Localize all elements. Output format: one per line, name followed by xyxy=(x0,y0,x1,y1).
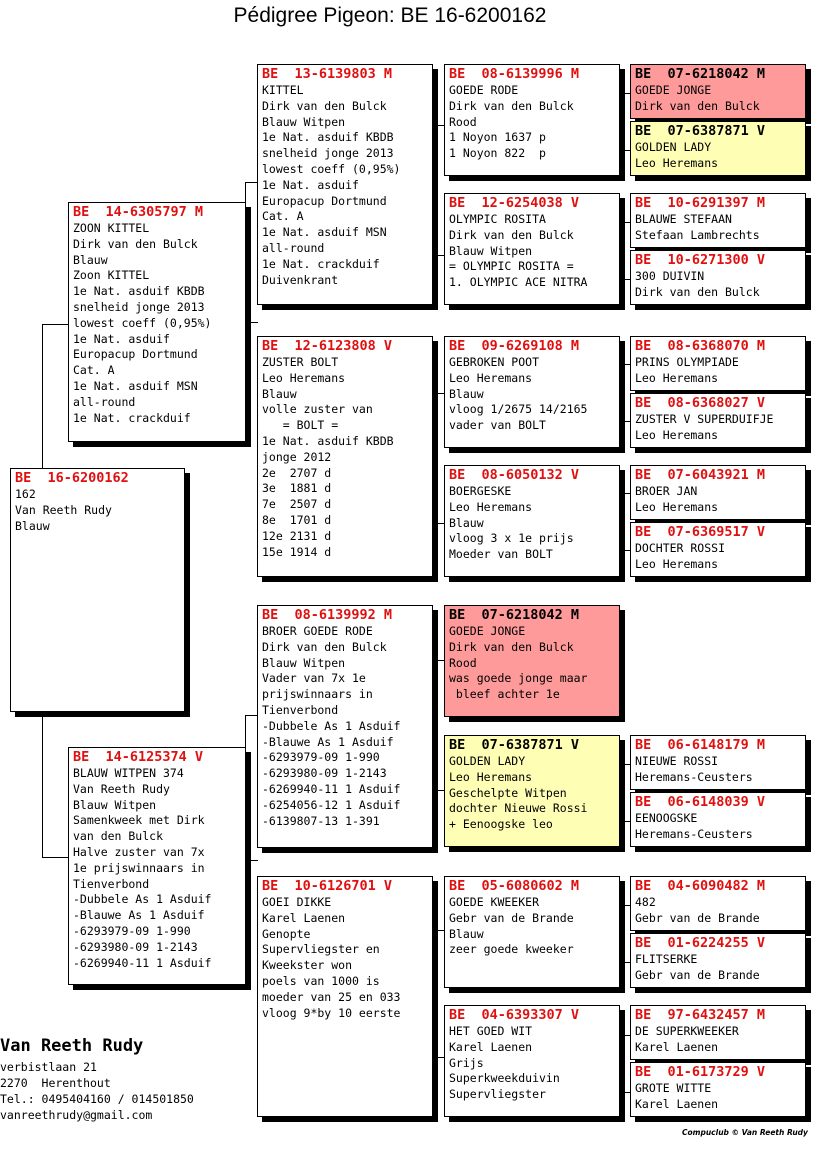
pigeon-card-gen4-12[interactable] xyxy=(630,792,806,847)
pigeon-info-line: volle zuster van xyxy=(262,402,373,417)
pigeon-info-line: vloog 1/2675 14/2165 xyxy=(449,402,588,417)
pigeon-info-line: Supervliegster xyxy=(449,1087,546,1102)
ring-number: BE 07-6218042 M xyxy=(635,66,766,82)
pigeon-info-line: dochter Nieuwe Rossi xyxy=(449,801,588,816)
ring-number: BE 12-6123808 V xyxy=(262,338,393,354)
pigeon-info-line: Leo Heremans xyxy=(635,370,719,385)
pigeon-card-gen4-5[interactable] xyxy=(630,336,806,391)
pigeon-info-line: Blauw Witpen xyxy=(262,114,346,129)
pigeon-info-line: Rood xyxy=(449,114,477,129)
connector-line xyxy=(620,493,621,550)
pigeon-info-line: GOEDE JONGE xyxy=(635,83,712,97)
connector-line xyxy=(620,364,621,421)
pigeon-info-line: Superkweekduivin xyxy=(449,1071,560,1086)
owner-street: verbistlaan 21 xyxy=(0,1060,97,1074)
pigeon-details xyxy=(635,355,805,387)
pigeon-details xyxy=(635,212,805,244)
connector-line xyxy=(432,1057,444,1058)
pigeon-details xyxy=(73,221,245,426)
pigeon-info-line: 1e Nat. asduif KBDB xyxy=(262,130,394,145)
pigeon-info-line: NIEUWE ROSSI xyxy=(635,754,719,768)
pigeon-card-gen3-2[interactable] xyxy=(444,193,620,305)
owner-phone: Tel.: 0495404160 / 014501850 xyxy=(0,1092,194,1106)
pigeon-info-line: Genopte xyxy=(262,926,311,941)
pigeon-info-line: -6254056-12 1 Asduif xyxy=(262,797,401,812)
pigeon-info-line: 162 xyxy=(15,487,36,501)
pigeon-card-gen3-7[interactable] xyxy=(444,876,620,988)
ring-number: BE 06-6148039 V xyxy=(635,794,766,810)
pigeon-card-sire[interactable] xyxy=(68,202,246,442)
connector-line xyxy=(620,93,621,150)
connector-line xyxy=(620,1035,630,1036)
pigeon-details xyxy=(635,541,805,573)
pigeon-info-line: Van Reeth Rudy xyxy=(15,502,112,517)
pigeon-info-line: Gebr van de Brande xyxy=(635,967,760,982)
pigeon-info-line: Leo Heremans xyxy=(635,499,719,514)
pigeon-info-line: Dirk van den Bulck xyxy=(635,98,760,113)
ring-number: BE 12-6254038 V xyxy=(449,195,580,211)
pigeon-info-line: 12e 2131 d xyxy=(262,528,332,543)
pigeon-info-line: GOLDEN LADY xyxy=(635,140,712,154)
pigeon-info-line: DOCHTER ROSSI xyxy=(635,541,726,555)
pigeon-card-gen4-8[interactable] xyxy=(630,522,806,577)
connector-line xyxy=(42,324,43,469)
ring-number: BE 10-6291397 M xyxy=(635,195,766,211)
pigeon-info-line: 1. OLYMPIC ACE NITRA xyxy=(449,275,588,290)
pigeon-details xyxy=(635,412,805,444)
pigeon-card-gen3-8[interactable] xyxy=(444,1005,620,1117)
pigeon-info-line: = OLYMPIC ROSITA = xyxy=(449,259,574,274)
pigeon-info-line: -6293979-09 1-990 xyxy=(73,923,191,938)
connector-line xyxy=(432,930,444,931)
ring-number: BE 97-6432457 M xyxy=(635,1007,766,1023)
pigeon-card-granddam-maternal[interactable] xyxy=(257,876,433,1117)
pigeon-card-granddam-paternal[interactable] xyxy=(257,336,433,577)
pigeon-card-gen4-14[interactable] xyxy=(630,933,806,988)
connector-line xyxy=(620,764,630,765)
pigeon-info-line: vloog 9*by 10 eerste xyxy=(262,1005,401,1020)
pigeon-info-line: Heremans-Ceusters xyxy=(635,826,753,841)
connector-line xyxy=(432,660,444,661)
pigeon-details xyxy=(449,754,619,833)
connector-line xyxy=(620,1092,630,1093)
pigeon-info-line: 1 Noyon 1637 p xyxy=(449,130,546,145)
pigeon-details xyxy=(262,355,432,560)
pigeon-info-line: BOERGESKE xyxy=(449,484,512,498)
pigeon-info-line: Rood xyxy=(449,655,477,670)
pigeon-info-line: 1 Noyon 822 p xyxy=(449,146,546,161)
connector-line xyxy=(620,962,630,963)
pigeon-info-line: GOEDE RODE xyxy=(449,83,519,97)
ring-number: BE 08-6368070 M xyxy=(635,338,766,354)
ring-number: BE 05-6080602 M xyxy=(449,878,580,894)
pigeon-info-line: Blauw xyxy=(449,515,484,530)
pigeon-info-line: GOLDEN LADY xyxy=(449,754,526,768)
pigeon-info-line: snelheid jonge 2013 xyxy=(73,299,205,314)
owner-email[interactable]: vanreethrudy@gmail.com xyxy=(0,1108,153,1122)
pigeon-info-line: -Blauwe As 1 Asduif xyxy=(73,908,205,923)
pigeon-info-line: 3e 1881 d xyxy=(262,481,332,496)
pigeon-info-line: jonge 2012 xyxy=(262,449,332,464)
pigeon-info-line: Tienverbond xyxy=(262,702,339,717)
pigeon-card-gen4-15[interactable] xyxy=(630,1005,806,1060)
pigeon-card-gen4-3[interactable] xyxy=(630,193,806,248)
connector-line xyxy=(620,222,630,223)
pigeon-card-dam[interactable] xyxy=(68,747,246,985)
pigeon-info-line: Tienverbond xyxy=(73,876,150,891)
pigeon-info-line: Karel Laenen xyxy=(449,1039,533,1054)
pigeon-info-line: DE SUPERKWEEKER xyxy=(635,1024,739,1038)
pigeon-info-line: + Eenoogske leo xyxy=(449,817,553,832)
pigeon-info-line: 8e 1701 d xyxy=(262,512,332,527)
pigeon-details xyxy=(15,487,184,534)
pigeon-details xyxy=(635,1081,805,1113)
pigeon-info-line: Cat. A xyxy=(262,209,304,224)
connector-line xyxy=(620,150,630,151)
pigeon-info-line: -6293980-09 1-2143 xyxy=(73,939,198,954)
pigeon-info-line: PRINS OLYMPIADE xyxy=(635,355,739,369)
ring-number: BE 07-6218042 M xyxy=(449,607,580,623)
pigeon-info-line: Dirk van den Bulck xyxy=(449,98,574,113)
pigeon-info-line: KITTEL xyxy=(262,83,304,97)
pigeon-card-gen3-5[interactable] xyxy=(444,605,620,717)
connector-line xyxy=(432,523,444,524)
pigeon-info-line: BLAUWE STEFAAN xyxy=(635,212,732,226)
connector-line xyxy=(620,905,621,962)
pigeon-info-line: BROER JAN xyxy=(635,484,698,498)
pigeon-info-line: GROTE WITTE xyxy=(635,1081,712,1095)
pigeon-info-line: Supervliegster en xyxy=(262,942,380,957)
pigeon-info-line: HET GOED WIT xyxy=(449,1024,533,1038)
pigeon-details xyxy=(449,83,619,162)
pigeon-info-line: ZUSTER V SUPERDUIFJE xyxy=(635,412,774,426)
connector-line xyxy=(432,790,444,791)
pigeon-info-line: -Blauwe As 1 Asduif xyxy=(262,734,394,749)
pigeon-details xyxy=(73,766,245,971)
pigeon-details xyxy=(449,624,619,703)
pigeon-info-line: 1e Nat. asduif MSN xyxy=(73,378,198,393)
connector-line xyxy=(42,324,68,325)
ring-number: BE 14-6125374 V xyxy=(73,749,204,765)
footer-credit: Compuclub © Van Reeth Rudy xyxy=(682,1128,808,1137)
pigeon-info-line: BLAUW WITPEN 374 xyxy=(73,766,184,780)
pigeon-info-line: Europacup Dortmund xyxy=(73,347,198,362)
pigeon-info-line: zeer goede kweeker xyxy=(449,942,574,957)
pigeon-info-line: lowest coeff (0,95%) xyxy=(262,161,401,176)
pigeon-info-line: FLITSERKE xyxy=(635,952,698,966)
pigeon-info-line: 1e Nat. crackduif xyxy=(73,410,191,425)
pigeon-info-line: 1e Nat. crackduif xyxy=(262,256,380,271)
pigeon-info-line: lowest coeff (0,95%) xyxy=(73,315,212,330)
pigeon-details xyxy=(262,624,432,829)
pigeon-info-line: GOEI DIKKE xyxy=(262,895,332,909)
ring-number: BE 07-6043921 M xyxy=(635,467,766,483)
pigeon-card-grandsire-paternal[interactable] xyxy=(257,64,433,305)
ring-number: BE 10-6271300 V xyxy=(635,252,766,268)
pigeon-info-line: snelheid jonge 2013 xyxy=(262,146,394,161)
pigeon-info-line: EENOOGSKE xyxy=(635,811,698,825)
pigeon-info-line: Karel Laenen xyxy=(262,910,346,925)
pigeon-card-grandsire-maternal[interactable] xyxy=(257,605,433,848)
connector-line xyxy=(620,493,630,494)
pigeon-info-line: Leo Heremans xyxy=(635,155,719,170)
pigeon-info-line: 1e Nat. asduif xyxy=(262,177,359,192)
pigeon-info-line: Geschelpte Witpen xyxy=(449,785,567,800)
pigeon-details xyxy=(449,212,619,291)
pigeon-info-line: Kweekster won xyxy=(262,958,353,973)
pigeon-card-gen4-16[interactable] xyxy=(630,1062,806,1117)
pigeon-info-line: Leo Heremans xyxy=(449,769,533,784)
pigeon-info-line: -Dubbele As 1 Asduif xyxy=(262,718,401,733)
pigeon-info-line: Blauw xyxy=(449,386,484,401)
connector-line xyxy=(620,93,630,94)
pigeon-info-line: 15e 1914 d xyxy=(262,544,332,559)
ring-number: BE 04-6393307 V xyxy=(449,1007,580,1023)
owner-city: 2270 Herenthout xyxy=(0,1076,111,1090)
connector-line xyxy=(620,421,630,422)
connector-line xyxy=(42,857,68,858)
pigeon-info-line: 1e prijswinnaars in xyxy=(73,860,205,875)
ring-number: BE 08-6139996 M xyxy=(449,66,580,82)
ring-number: BE 08-6139992 M xyxy=(262,607,393,623)
pigeon-info-line: ZUSTER BOLT xyxy=(262,355,339,369)
ring-number: BE 14-6305797 M xyxy=(73,204,204,220)
pigeon-info-line: Samenkweek met Dirk xyxy=(73,813,205,828)
pigeon-card-gen4-1[interactable] xyxy=(630,64,806,119)
pigeon-info-line: Europacup Dortmund xyxy=(262,193,387,208)
ring-number: BE 06-6148179 M xyxy=(635,737,766,753)
pigeon-info-line: moeder van 25 en 033 xyxy=(262,989,401,1004)
owner-name: Van Reeth Rudy xyxy=(0,1036,144,1056)
pigeon-details xyxy=(635,484,805,516)
pigeon-info-line: = BOLT = xyxy=(262,418,339,433)
pigeon-info-line: Zoon KITTEL xyxy=(73,268,150,283)
pigeon-info-line: Gebr van de Brande xyxy=(635,910,760,925)
pigeon-card-gen4-11[interactable] xyxy=(630,735,806,790)
pigeon-info-line: Blauw xyxy=(73,252,108,267)
pigeon-info-line: OLYMPIC ROSITA xyxy=(449,212,546,226)
pigeon-info-line: was goede jonge maar xyxy=(449,671,588,686)
ring-number: BE 04-6090482 M xyxy=(635,878,766,894)
pigeon-info-line: 300 DUIVIN xyxy=(635,269,705,283)
pigeon-details xyxy=(449,484,619,563)
pigeon-info-line: ZOON KITTEL xyxy=(73,221,150,235)
pigeon-info-line: Karel Laenen xyxy=(635,1096,719,1111)
pigeon-info-line: -6269940-11 1 Asduif xyxy=(262,781,401,796)
pigeon-info-line: Blauw xyxy=(449,926,484,941)
pigeon-info-line: vloog 3 x 1e prijs xyxy=(449,531,574,546)
pigeon-info-line: Blauw xyxy=(262,386,297,401)
ring-number: BE 08-6368027 V xyxy=(635,395,766,411)
connector-line xyxy=(620,279,630,280)
pigeon-info-line: Blauw Witpen xyxy=(449,243,533,258)
pigeon-info-line: prijswinnaars in xyxy=(262,687,373,702)
pigeon-info-line: bleef achter 1e xyxy=(449,687,560,702)
connector-line xyxy=(432,125,444,126)
ring-number: BE 07-6387871 V xyxy=(635,123,766,139)
pigeon-info-line: Blauw Witpen xyxy=(73,797,157,812)
page-title: Pédigree Pigeon: BE 16-6200162 xyxy=(233,4,547,27)
pigeon-info-line: Dirk van den Bulck xyxy=(635,284,760,299)
pigeon-info-line: -6293980-09 1-2143 xyxy=(262,766,387,781)
pigeon-card-gen3-3[interactable] xyxy=(444,336,620,448)
ring-number: BE 08-6050132 V xyxy=(449,467,580,483)
pigeon-info-line: 1e Nat. asduif MSN xyxy=(262,225,387,240)
ring-number: BE 16-6200162 xyxy=(15,470,129,486)
pigeon-info-line: poels van 1000 is xyxy=(262,973,380,988)
pigeon-card-gen4-2[interactable] xyxy=(630,121,806,176)
pigeon-card-subject[interactable] xyxy=(10,468,185,712)
connector-line xyxy=(620,222,621,279)
pigeon-card-gen4-7[interactable] xyxy=(630,465,806,520)
ring-number: BE 01-6224255 V xyxy=(635,935,766,951)
ring-number: BE 10-6126701 V xyxy=(262,878,393,894)
connector-line xyxy=(432,255,444,256)
ring-number: BE 13-6139803 M xyxy=(262,66,393,82)
pigeon-details xyxy=(449,355,619,434)
connector-line xyxy=(620,550,630,551)
pigeon-info-line: Halve zuster van 7x xyxy=(73,844,205,859)
pigeon-details xyxy=(635,269,805,301)
pigeon-info-line: Grijs xyxy=(449,1055,484,1070)
pigeon-info-line: Leo Heremans xyxy=(449,499,533,514)
pigeon-card-gen3-6[interactable] xyxy=(444,735,620,847)
connector-line xyxy=(620,764,621,821)
pigeon-info-line: 1e Nat. asduif KBDB xyxy=(262,433,394,448)
pigeon-info-line: Dirk van den Bulck xyxy=(262,639,387,654)
pigeon-details xyxy=(635,1024,805,1056)
pigeon-details xyxy=(262,83,432,288)
pigeon-card-gen3-1[interactable] xyxy=(444,64,620,176)
pigeon-info-line: Dirk van den Bulck xyxy=(262,98,387,113)
pigeon-info-line: Duivenkrant xyxy=(262,272,339,287)
pigeon-card-gen4-4[interactable] xyxy=(630,250,806,305)
pigeon-details xyxy=(449,895,619,958)
pigeon-info-line: Gebr van de Brande xyxy=(449,910,574,925)
pigeon-info-line: Leo Heremans xyxy=(635,556,719,571)
pigeon-info-line: Stefaan Lambrechts xyxy=(635,227,760,242)
pigeon-info-line: Moeder van BOLT xyxy=(449,547,553,562)
pigeon-info-line: Heremans-Ceusters xyxy=(635,769,753,784)
pigeon-details xyxy=(635,83,805,115)
pigeon-details xyxy=(635,754,805,786)
pigeon-card-gen4-6[interactable] xyxy=(630,393,806,448)
pigeon-info-line: GOEDE KWEEKER xyxy=(449,895,540,909)
pigeon-info-line: Cat. A xyxy=(73,363,115,378)
pigeon-info-line: Blauw Witpen xyxy=(262,655,346,670)
pigeon-info-line: Vader van 7x 1e xyxy=(262,671,366,686)
pigeon-info-line: van den Bulck xyxy=(73,829,164,844)
pigeon-details xyxy=(262,895,432,1021)
connector-line xyxy=(245,322,258,323)
pigeon-info-line: Dirk van den Bulck xyxy=(449,639,574,654)
pigeon-info-line: BROER GOEDE RODE xyxy=(262,624,373,638)
pigeon-info-line: Van Reeth Rudy xyxy=(73,781,170,796)
pigeon-info-line: -6293979-09 1-990 xyxy=(262,750,380,765)
pigeon-info-line: 482 xyxy=(635,895,656,909)
pigeon-info-line: 7e 2507 d xyxy=(262,497,332,512)
connector-line xyxy=(42,710,43,857)
ring-number: BE 01-6173729 V xyxy=(635,1064,766,1080)
pigeon-info-line: vader van BOLT xyxy=(449,418,546,433)
pigeon-card-gen3-4[interactable] xyxy=(444,465,620,577)
pigeon-details xyxy=(635,811,805,843)
connector-line xyxy=(620,1035,621,1092)
connector-line xyxy=(620,905,630,906)
pigeon-info-line: -Dubbele As 1 Asduif xyxy=(73,892,212,907)
pigeon-details xyxy=(449,1024,619,1103)
connector-line xyxy=(620,364,630,365)
pigeon-info-line: 1e Nat. asduif xyxy=(73,331,170,346)
pigeon-info-line: 1e Nat. asduif KBDB xyxy=(73,284,205,299)
connector-line xyxy=(620,821,630,822)
ring-number: BE 07-6369517 V xyxy=(635,524,766,540)
pigeon-details xyxy=(635,952,805,984)
pigeon-info-line: -6139807-13 1-391 xyxy=(262,813,380,828)
pigeon-info-line: GOEDE JONGE xyxy=(449,624,526,638)
pigeon-info-line: Leo Heremans xyxy=(635,427,719,442)
pigeon-info-line: -6269940-11 1 Asduif xyxy=(73,955,212,970)
pigeon-info-line: Blauw xyxy=(15,518,50,533)
pigeon-card-gen4-13[interactable] xyxy=(630,876,806,931)
pigeon-info-line: Leo Heremans xyxy=(262,370,346,385)
ring-number: BE 09-6269108 M xyxy=(449,338,580,354)
pigeon-info-line: Dirk van den Bulck xyxy=(449,227,574,242)
pigeon-details xyxy=(635,895,805,927)
connector-line xyxy=(432,393,444,394)
pigeon-details xyxy=(635,140,805,172)
pigeon-info-line: Dirk van den Bulck xyxy=(73,236,198,251)
pigeon-info-line: all-round xyxy=(262,240,325,255)
pigeon-info-line: Leo Heremans xyxy=(449,370,533,385)
pigeon-info-line: GEBROKEN POOT xyxy=(449,355,540,369)
pigeon-info-line: all-round xyxy=(73,394,136,409)
pigeon-info-line: Karel Laenen xyxy=(635,1039,719,1054)
connector-line xyxy=(245,860,258,861)
ring-number: BE 07-6387871 V xyxy=(449,737,580,753)
pigeon-info-line: 2e 2707 d xyxy=(262,465,332,480)
